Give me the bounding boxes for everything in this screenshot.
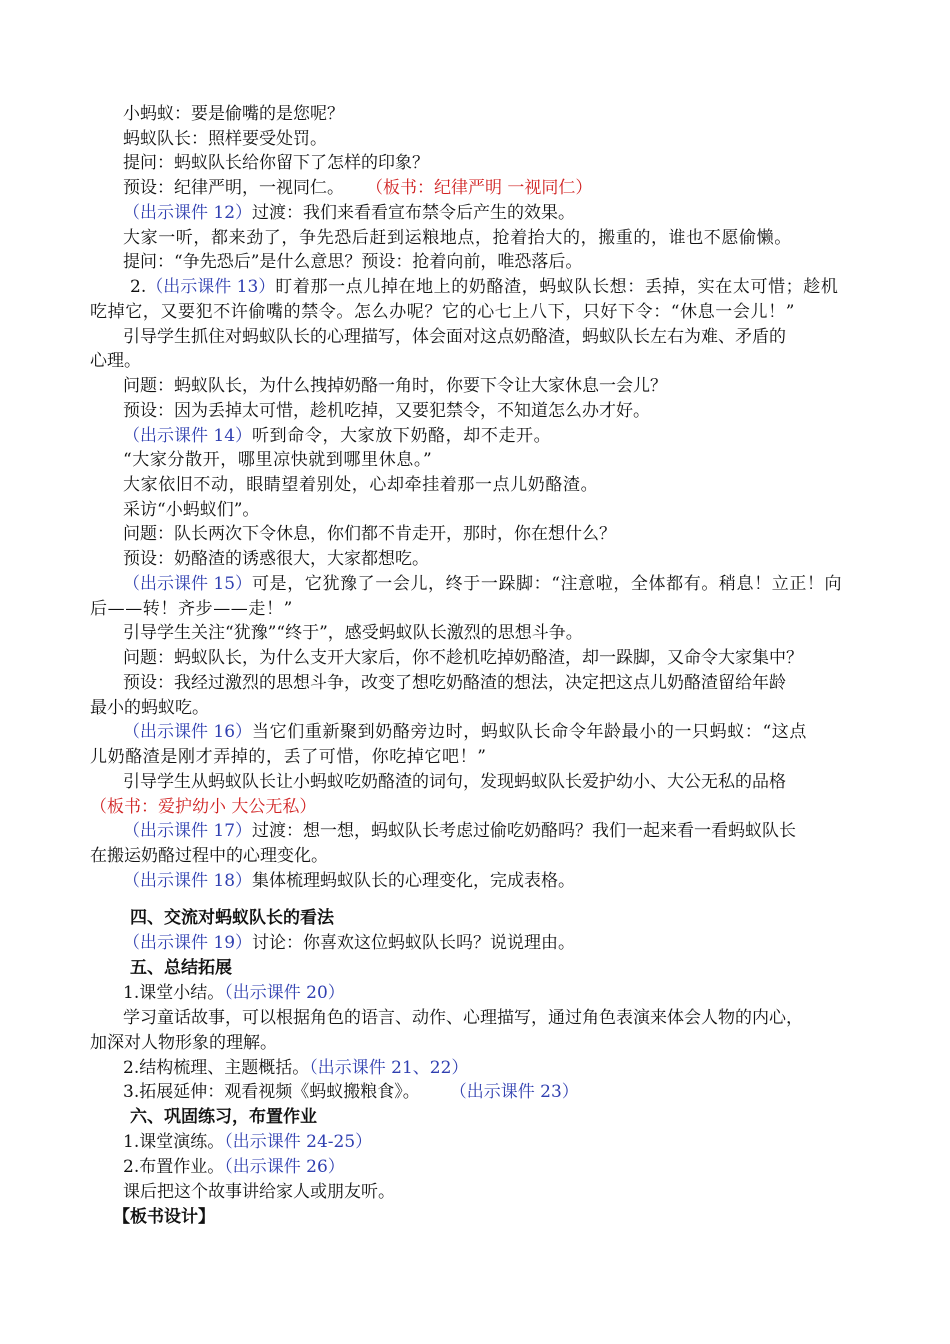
question-text: 问题：蚂蚁队长，为什么支开大家后，你不趁机吃掉奶酪渣，却一跺脚，又命令大家集中？ xyxy=(123,648,803,668)
guide-text: 引导学生从蚂蚁队长让小蚂蚁吃奶酪渣的词句，发现蚂蚁队长爱护幼小、大公无私的品格 xyxy=(123,772,786,792)
section-heading xyxy=(130,956,232,980)
text-line xyxy=(123,1080,579,1104)
section-heading xyxy=(130,1105,317,1129)
preset-text: 预设：奶酪渣的诱惑很大，大家都想吃。 xyxy=(123,549,429,569)
text-line xyxy=(123,981,345,1005)
dialogue-text: 蚂蚁队长：照样要受处罚。 xyxy=(123,129,327,149)
text-line xyxy=(123,1006,803,1030)
text-line xyxy=(123,547,429,571)
text-line xyxy=(123,720,807,744)
text-line xyxy=(123,399,650,423)
text-line xyxy=(90,300,795,324)
story-text: 可是，它犹豫了一会儿，终于一跺脚：“注意啦，全体都有。稍息！立正！向 xyxy=(252,574,843,594)
text-line xyxy=(123,671,786,695)
text-line xyxy=(123,201,575,225)
interview-text: 采访“小蚂蚁们”。 xyxy=(123,500,260,520)
board-design-heading: 【板书设计】 xyxy=(113,1207,215,1227)
item-number: 2. xyxy=(130,277,147,297)
preset-text: 预设：因为丢掉太可惜，趁机吃掉，又要犯禁令，不知道怎么办才好。 xyxy=(123,401,650,421)
courseware-ref: （出示课件 18） xyxy=(123,871,253,891)
activity-text: 集体梳理蚂蚁队长的心理变化，完成表格。 xyxy=(252,871,576,891)
section-heading-text: 四、交流对蚂蚁队长的看法 xyxy=(130,908,334,928)
text-line xyxy=(123,621,583,645)
transition-text: 过渡：想一想，蚂蚁队长考虑过偷吃奶酪吗？我们一起来看一看蚂蚁队长 xyxy=(252,821,797,841)
dialogue-text: 小蚂蚁：要是偷嘴的是您呢？ xyxy=(123,104,344,124)
item-text: 3.拓展延伸：观看视频《蚂蚁搬粮食》。 xyxy=(123,1082,420,1102)
preset-text: 预设：我经过激烈的思想斗争，改变了想吃奶酪渣的想法，决定把这点儿奶酪渣留给年龄 xyxy=(123,673,786,693)
text-line xyxy=(123,102,344,126)
question-text: 问题：队长两次下令休息，你们都不肯走开，那时，你在想什么？ xyxy=(123,524,616,544)
story-text: 听到命令，大家放下奶酪，却不走开。 xyxy=(252,426,552,446)
item-text: 1.课堂演练。 xyxy=(123,1132,225,1152)
text-line xyxy=(123,176,592,200)
text-line xyxy=(90,745,487,769)
text-line xyxy=(123,127,327,151)
text-line xyxy=(123,498,259,522)
story-text: “大家分散开，哪里凉快就到哪里休息。” xyxy=(123,450,433,470)
preset-text: 最小的蚂蚁吃。 xyxy=(90,698,209,718)
courseware-ref: （出示课件 17） xyxy=(123,821,253,841)
text-line xyxy=(123,819,796,843)
text-line xyxy=(130,275,838,299)
text-line xyxy=(123,1130,372,1154)
item-text: 2.布置作业。 xyxy=(123,1157,225,1177)
preset-text: 预设：纪律严明，一视同仁。 xyxy=(123,178,344,198)
text-line xyxy=(90,795,316,819)
text-line xyxy=(123,1155,345,1179)
text-line xyxy=(123,646,803,670)
courseware-ref: （出示课件 13） xyxy=(146,277,276,297)
text-line xyxy=(123,250,582,274)
text-line xyxy=(123,325,786,349)
text-line xyxy=(90,844,328,868)
text-line xyxy=(123,424,551,448)
text-line xyxy=(123,1056,468,1080)
courseware-ref: （出示课件 24-25） xyxy=(224,1132,373,1152)
section-heading xyxy=(130,906,334,930)
board-note: （板书：爱护幼小 大公无私） xyxy=(90,797,317,817)
story-text: 大家依旧不动，眼睛望着别处，心却牵挂着那一点儿奶酪渣。 xyxy=(123,475,599,495)
question-text: 提问：蚂蚁队长给你留下了怎样的印象？ xyxy=(123,153,429,173)
text-line xyxy=(123,1180,395,1204)
text-line xyxy=(90,1031,277,1055)
text-line xyxy=(123,226,792,250)
text-line xyxy=(123,151,429,175)
courseware-ref: （出示课件 23） xyxy=(449,1082,579,1102)
courseware-ref: （出示课件 16） xyxy=(123,722,253,742)
story-text: 当它们重新聚到奶酪旁边时，蚂蚁队长命令年龄最小的一只蚂蚁：“这点 xyxy=(252,722,807,742)
text-line xyxy=(123,448,432,472)
summary-text: 加深对人物形象的理解。 xyxy=(90,1033,277,1053)
text-line xyxy=(123,522,616,546)
text-line xyxy=(123,473,598,497)
story-text: 儿奶酪渣是刚才弄掉的，丢了可惜，你吃掉它吧！” xyxy=(90,747,487,767)
guide-text: 心理。 xyxy=(90,351,141,371)
text-line xyxy=(123,869,575,893)
text-line xyxy=(123,374,667,398)
guide-text: 引导学生关注“犹豫”“终于”，感受蚂蚁队长激烈的思想斗争。 xyxy=(123,623,583,643)
question-text: 提问：“争先恐后”是什么意思？预设：抢着向前，唯恐落后。 xyxy=(123,252,583,272)
section-heading-text: 六、巩固练习，布置作业 xyxy=(130,1107,317,1127)
discussion-text: 讨论：你喜欢这位蚂蚁队长吗？说说理由。 xyxy=(252,933,576,953)
question-text: 问题：蚂蚁队长，为什么拽掉奶酪一角时，你要下令让大家休息一会儿？ xyxy=(123,376,667,396)
guide-text: 引导学生抓住对蚂蚁队长的心理描写，体会面对这点奶酪渣，蚂蚁队长左右为难、矛盾的 xyxy=(123,327,786,347)
courseware-ref: （出示课件 12） xyxy=(123,203,253,223)
courseware-ref: （出示课件 20） xyxy=(224,983,345,1003)
board-note: （板书：纪律严明 一视同仁） xyxy=(366,178,593,198)
story-text: 大家一听，都来劲了，争先恐后赶到运粮地点，抢着抬大的，搬重的，谁也不愿偷懒。 xyxy=(123,228,792,248)
story-text: 盯着那一点儿掉在地上的奶酪渣，蚂蚁队长想：丢掉，实在太可惜；趁机 xyxy=(275,277,839,297)
transition-text: 在搬运奶酪过程中的心理变化。 xyxy=(90,846,328,866)
text-line xyxy=(90,349,141,373)
transition-text: 过渡：我们来看看宣布禁令后产生的效果。 xyxy=(252,203,576,223)
courseware-ref: （出示课件 19） xyxy=(123,933,253,953)
text-line xyxy=(123,770,786,794)
item-text: 1.课堂小结。 xyxy=(123,983,225,1003)
section-heading xyxy=(113,1205,215,1229)
story-text: 吃掉它，又要犯不许偷嘴的禁令。怎么办呢？它的心七上八下，只好下令：“休息一会儿！” xyxy=(90,302,795,322)
text-line xyxy=(123,572,842,596)
courseware-ref: （出示课件 14） xyxy=(123,426,253,446)
summary-text: 学习童话故事，可以根据角色的语言、动作、心理描写，通过角色表演来体会人物的内心， xyxy=(123,1008,803,1028)
text-line xyxy=(123,931,575,955)
item-text: 2.结构梳理、主题概括。 xyxy=(123,1058,310,1078)
story-text: 后——转！齐步——走！” xyxy=(90,599,293,619)
courseware-ref: （出示课件 26） xyxy=(224,1157,345,1177)
text-line xyxy=(90,597,293,621)
courseware-ref: （出示课件 21、22） xyxy=(309,1058,469,1078)
homework-text: 课后把这个故事讲给家人或朋友听。 xyxy=(123,1182,395,1202)
text-line xyxy=(90,696,209,720)
courseware-ref: （出示课件 15） xyxy=(123,574,253,594)
section-heading-text: 五、总结拓展 xyxy=(130,958,232,978)
